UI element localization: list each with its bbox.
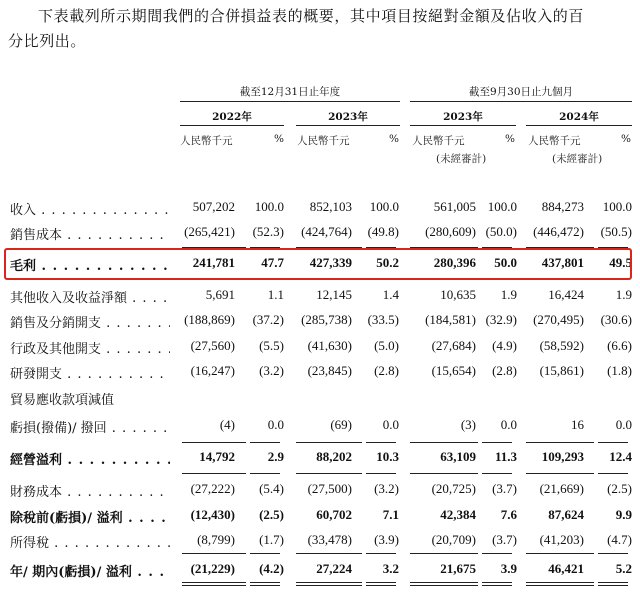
cell-fy2022-amount: 14,792 [199, 449, 235, 464]
cell-fy2022-pct: 2.9 [267, 449, 284, 464]
subtotal-rule [366, 473, 396, 474]
subtotal-rule [250, 473, 280, 474]
unit-rmb-2: 人民幣千元 [297, 135, 350, 147]
table-row [0, 479, 640, 501]
cell-fy2022-amount: (12,430) [190, 507, 235, 522]
unit-pct-2: % [389, 133, 399, 145]
cell-fy2023-amount: 427,339 [309, 255, 352, 270]
cell-fy2023-pct: 1.4 [382, 287, 399, 302]
cell-9m2023-amount: 561,005 [433, 199, 476, 214]
cell-9m2023-pct: (50.0) [485, 224, 517, 239]
subtotal-rule [182, 473, 246, 474]
subtotal-rule [410, 553, 478, 554]
cell-9m2023-pct: (3.7) [492, 532, 517, 547]
row-label: 所得稅 . . . [10, 532, 170, 551]
cell-fy2022-pct: (2.5) [259, 507, 284, 522]
cell-9m2024-amount: 16 [571, 417, 584, 432]
cell-9m2024-pct: (1.8) [607, 363, 632, 378]
cell-fy2022-amount: (27,560) [190, 338, 235, 353]
year-2023-9m: 2023年 [443, 111, 483, 123]
subtotal-rule [526, 473, 594, 474]
cell-fy2023-pct: 50.2 [376, 255, 399, 270]
cell-fy2023-amount: 27,224 [316, 561, 352, 576]
gross-profit-highlight-box [4, 248, 632, 280]
cell-fy2022-pct: (5.5) [259, 338, 284, 353]
cell-fy2022-pct: 0.0 [267, 417, 284, 432]
table-row [0, 530, 640, 552]
cell-fy2022-pct: 100.0 [254, 199, 284, 214]
cell-9m2024-amount: 46,421 [548, 561, 584, 576]
cell-fy2023-amount: (41,630) [307, 338, 352, 353]
cell-fy2023-amount: (23,845) [307, 363, 352, 378]
row-label: 其他收入及收益淨額 . . . [10, 287, 170, 306]
subtotal-rule [482, 442, 512, 443]
cell-9m2023-pct: 50.0 [494, 255, 517, 270]
table-row [0, 505, 640, 527]
subtotal-rule [182, 553, 246, 554]
intro-paragraph [8, 4, 636, 54]
cell-9m2023-pct: 0.0 [500, 417, 517, 432]
cell-9m2024-amount: 109,293 [541, 449, 584, 464]
cell-9m2024-pct: (2.5) [607, 481, 632, 496]
cell-fy2023-amount: (285,738) [301, 312, 352, 327]
cell-9m2023-amount: (280,609) [425, 224, 476, 239]
cell-9m2024-amount: 87,624 [548, 507, 584, 522]
cell-9m2023-pct: 1.9 [500, 287, 517, 302]
intro-line-1: 下表載列所示期間我們的合併損益表的概要，其中項目按絕對金額及佔收入的百 [38, 7, 585, 25]
cell-fy2022-amount: (16,247) [190, 363, 235, 378]
cell-9m2023-amount: (20,709) [431, 532, 476, 547]
cell-fy2022-pct: (3.2) [259, 363, 284, 378]
cell-9m2024-pct: 0.0 [615, 417, 632, 432]
table-row [0, 415, 640, 437]
unit-pct-4: % [621, 133, 631, 145]
cell-9m2024-pct: (4.7) [607, 532, 632, 547]
total-double-rule [482, 582, 512, 586]
cell-fy2023-amount: (69) [330, 417, 352, 432]
row-label: 財務成本 . . . [10, 481, 170, 500]
cell-9m2023-pct: 11.3 [494, 449, 517, 464]
cell-9m2024-amount: 16,424 [548, 287, 584, 302]
intro-line-2: 分比列出。 [8, 32, 87, 50]
table-row [0, 447, 640, 469]
cell-fy2022-amount: 507,202 [192, 199, 235, 214]
row-label: 年/ 期內(虧損)/ 溢利 . . . [10, 561, 170, 580]
cell-fy2023-pct: (2.8) [374, 363, 399, 378]
table-row [0, 222, 640, 244]
total-double-rule [250, 582, 280, 586]
table-row [0, 310, 640, 332]
cell-fy2022-pct: (4.2) [259, 561, 284, 576]
subtotal-rule [482, 473, 512, 474]
cell-9m2024-amount: (58,592) [539, 338, 584, 353]
table-row [0, 197, 640, 219]
subtotal-rule [526, 442, 594, 443]
cell-9m2023-pct: (2.8) [492, 363, 517, 378]
subtotal-rule [296, 473, 362, 474]
cell-fy2023-pct: (3.2) [374, 481, 399, 496]
year-rule-1 [180, 125, 284, 126]
cell-fy2023-pct: 100.0 [369, 199, 399, 214]
cell-9m2023-pct: (4.9) [492, 338, 517, 353]
cell-9m2024-pct: 12.4 [609, 449, 632, 464]
year-2024-9m: 2024年 [559, 111, 599, 123]
subtotal-rule [598, 442, 628, 443]
cell-9m2024-pct: (6.6) [607, 338, 632, 353]
cell-fy2023-amount: 60,702 [316, 507, 352, 522]
cell-9m2024-amount: 437,801 [541, 255, 584, 270]
row-label: 貿易應收款項減值 [10, 393, 115, 408]
cell-fy2022-amount: (27,222) [190, 481, 235, 496]
cell-fy2023-pct: (33.5) [367, 312, 399, 327]
cell-fy2022-pct: (5.4) [259, 481, 284, 496]
cell-9m2024-pct: 100.0 [602, 199, 632, 214]
row-label: 收入 . . . [10, 199, 170, 218]
cell-fy2022-amount: (21,229) [190, 561, 235, 576]
cell-9m2024-amount: (270,495) [533, 312, 584, 327]
subtotal-rule [250, 553, 280, 554]
row-label: 除稅前(虧損)/ 溢利 . . . [10, 507, 170, 526]
total-double-rule [410, 582, 478, 586]
cell-fy2022-amount: 241,781 [192, 255, 235, 270]
cell-9m2023-amount: 10,635 [440, 287, 476, 302]
unit-pct-3: % [505, 133, 515, 145]
row-label: 研發開支 . . . [10, 363, 170, 382]
row-label: 銷售成本 . . . [10, 224, 170, 243]
cell-9m2023-pct: (3.7) [492, 481, 517, 496]
cell-9m2023-amount: 63,109 [440, 449, 476, 464]
cell-9m2023-amount: 280,396 [433, 255, 476, 270]
subtotal-rule [296, 442, 362, 443]
cell-fy2023-pct: (49.8) [367, 224, 399, 239]
cell-fy2023-amount: 12,145 [316, 287, 352, 302]
cell-9m2023-amount: 42,384 [440, 507, 476, 522]
cell-9m2024-amount: (41,203) [539, 532, 584, 547]
year-2023-fy: 2023年 [328, 111, 368, 123]
cell-fy2022-amount: (188,869) [184, 312, 235, 327]
cell-9m2023-amount: (15,654) [431, 363, 476, 378]
cell-9m2024-pct: (50.5) [600, 224, 632, 239]
cell-fy2022-amount: (265,421) [184, 224, 235, 239]
year-rule-3 [410, 125, 516, 126]
subtotal-rule [526, 553, 594, 554]
cell-9m2024-amount: (21,669) [539, 481, 584, 496]
cell-9m2024-amount: (446,472) [533, 224, 584, 239]
cell-9m2024-pct: 5.2 [615, 561, 632, 576]
unaudited-label-1: (未經審計) [436, 153, 487, 165]
cell-9m2023-pct: 3.9 [500, 561, 517, 576]
cell-9m2023-pct: (32.9) [485, 312, 517, 327]
unit-pct-1: % [274, 133, 284, 145]
unit-rmb-4: 人民幣千元 [528, 135, 581, 147]
cell-fy2023-pct: 0.0 [382, 417, 399, 432]
row-label: 經營溢利 . . . [10, 449, 170, 468]
header-rule-fy [180, 101, 400, 102]
cell-fy2022-pct: (52.3) [252, 224, 284, 239]
cell-9m2023-pct: 7.6 [500, 507, 517, 522]
table-row [0, 559, 640, 581]
table-row [0, 387, 640, 409]
cell-fy2022-amount: (4) [219, 417, 235, 432]
cell-fy2022-pct: (37.2) [252, 312, 284, 327]
unit-rmb-1: 人民幣千元 [180, 135, 233, 147]
cell-9m2023-amount: (3) [460, 417, 476, 432]
unit-rmb-3: 人民幣千元 [412, 135, 465, 147]
cell-9m2023-amount: (20,725) [431, 481, 476, 496]
total-double-rule [366, 582, 396, 586]
table-row [0, 361, 640, 383]
subtotal-rule [598, 473, 628, 474]
row-label: 虧損(撥備)/ 撥回 . . . [10, 417, 170, 436]
cell-9m2024-amount: 884,273 [541, 199, 584, 214]
header-rule-9m [410, 101, 632, 102]
subtotal-rule [410, 442, 478, 443]
cell-fy2022-amount: 5,691 [205, 287, 235, 302]
table-row [0, 285, 640, 307]
cell-fy2022-pct: 47.7 [261, 255, 284, 270]
cell-fy2023-amount: (27,500) [307, 481, 352, 496]
row-label: 毛利 . . . [10, 255, 170, 274]
total-double-rule [598, 582, 628, 586]
total-double-rule [296, 582, 362, 586]
year-rule-4 [526, 125, 632, 126]
cell-fy2023-amount: 852,103 [309, 199, 352, 214]
subtotal-rule [482, 553, 512, 554]
cell-fy2023-pct: 3.2 [382, 561, 399, 576]
cell-9m2024-pct: 1.9 [615, 287, 632, 302]
subtotal-rule [410, 473, 478, 474]
cell-9m2024-pct: 49.5 [609, 255, 632, 270]
cell-fy2022-amount: (8,799) [197, 532, 235, 547]
subtotal-rule [182, 442, 246, 443]
cell-fy2023-pct: (5.0) [374, 338, 399, 353]
cell-fy2023-amount: (424,764) [301, 224, 352, 239]
row-label: 銷售及分銷開支 . . . [10, 312, 170, 331]
total-double-rule [182, 582, 246, 586]
header-group-fy: 截至12月31日止年度 [239, 86, 341, 98]
subtotal-rule [250, 442, 280, 443]
cell-fy2023-amount: 88,202 [316, 449, 352, 464]
cell-9m2024-amount: (15,861) [539, 363, 584, 378]
cell-9m2023-amount: (184,581) [425, 312, 476, 327]
cell-fy2023-amount: (33,478) [307, 532, 352, 547]
subtotal-rule [366, 442, 396, 443]
year-rule-2 [296, 125, 400, 126]
cell-fy2023-pct: 10.3 [376, 449, 399, 464]
year-2022: 2022年 [212, 111, 252, 123]
cell-9m2023-pct: 100.0 [487, 199, 517, 214]
subtotal-rule [598, 553, 628, 554]
cell-fy2022-pct: 1.1 [267, 287, 284, 302]
unaudited-label-2: (未經審計) [552, 153, 603, 165]
cell-9m2023-amount: 21,675 [440, 561, 476, 576]
cell-9m2024-pct: (30.6) [600, 312, 632, 327]
cell-9m2023-amount: (27,684) [431, 338, 476, 353]
header-group-9m: 截至9月30日止九個月 [468, 86, 574, 98]
subtotal-rule [366, 553, 396, 554]
cell-fy2022-pct: (1.7) [259, 532, 284, 547]
subtotal-rule [296, 553, 362, 554]
table-row [0, 336, 640, 358]
total-double-rule [526, 582, 594, 586]
cell-9m2024-pct: 9.9 [615, 507, 632, 522]
row-label: 行政及其他開支 . . . [10, 338, 170, 357]
cell-fy2023-pct: (3.9) [374, 532, 399, 547]
cell-fy2023-pct: 7.1 [382, 507, 399, 522]
